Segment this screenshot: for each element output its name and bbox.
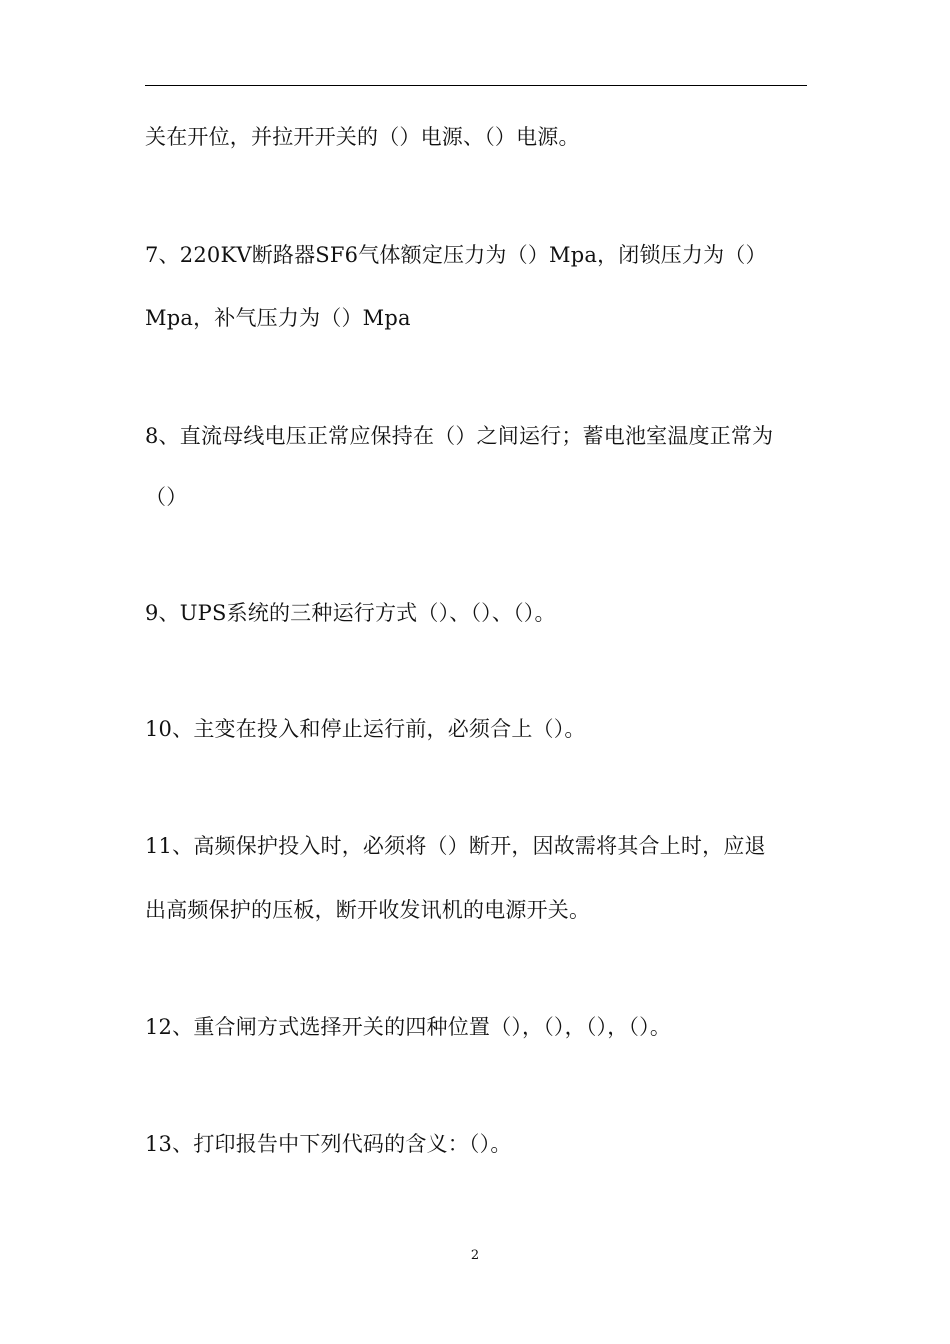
question-8-line-1: 8、直流母线电压正常应保持在（）之间运行；蓄电池室温度正常为 — [145, 424, 774, 448]
question-7-line-2: Mpa，补气压力为（）Mpa — [145, 306, 411, 330]
continued-text-line: 关在开位，并拉开开关的（）电源、（）电源。 — [145, 125, 580, 149]
question-11-line-2: 出高频保护的压板，断开收发讯机的电源开关。 — [145, 898, 591, 922]
page-number: 2 — [470, 1248, 480, 1263]
question-11-line-1: 11、高频保护投入时，必须将（）断开，因故需将其合上时，应退 — [145, 834, 766, 858]
question-10: 10、主变在投入和停止运行前，必须合上（）。 — [145, 717, 586, 741]
question-8-line-2: （） — [145, 485, 188, 509]
question-12: 12、重合闸方式选择开关的四种位置（），（），（），（）。 — [145, 1015, 672, 1039]
question-7-line-1: 7、220KV断路器SF6气体额定压力为（）Mpa，闭锁压力为（） — [145, 243, 767, 267]
header-rule — [145, 85, 807, 86]
question-9: 9、UPS系统的三种运行方式（）、（）、（）。 — [145, 601, 556, 625]
question-13: 13、打印报告中下列代码的含义：（）。 — [145, 1132, 512, 1156]
